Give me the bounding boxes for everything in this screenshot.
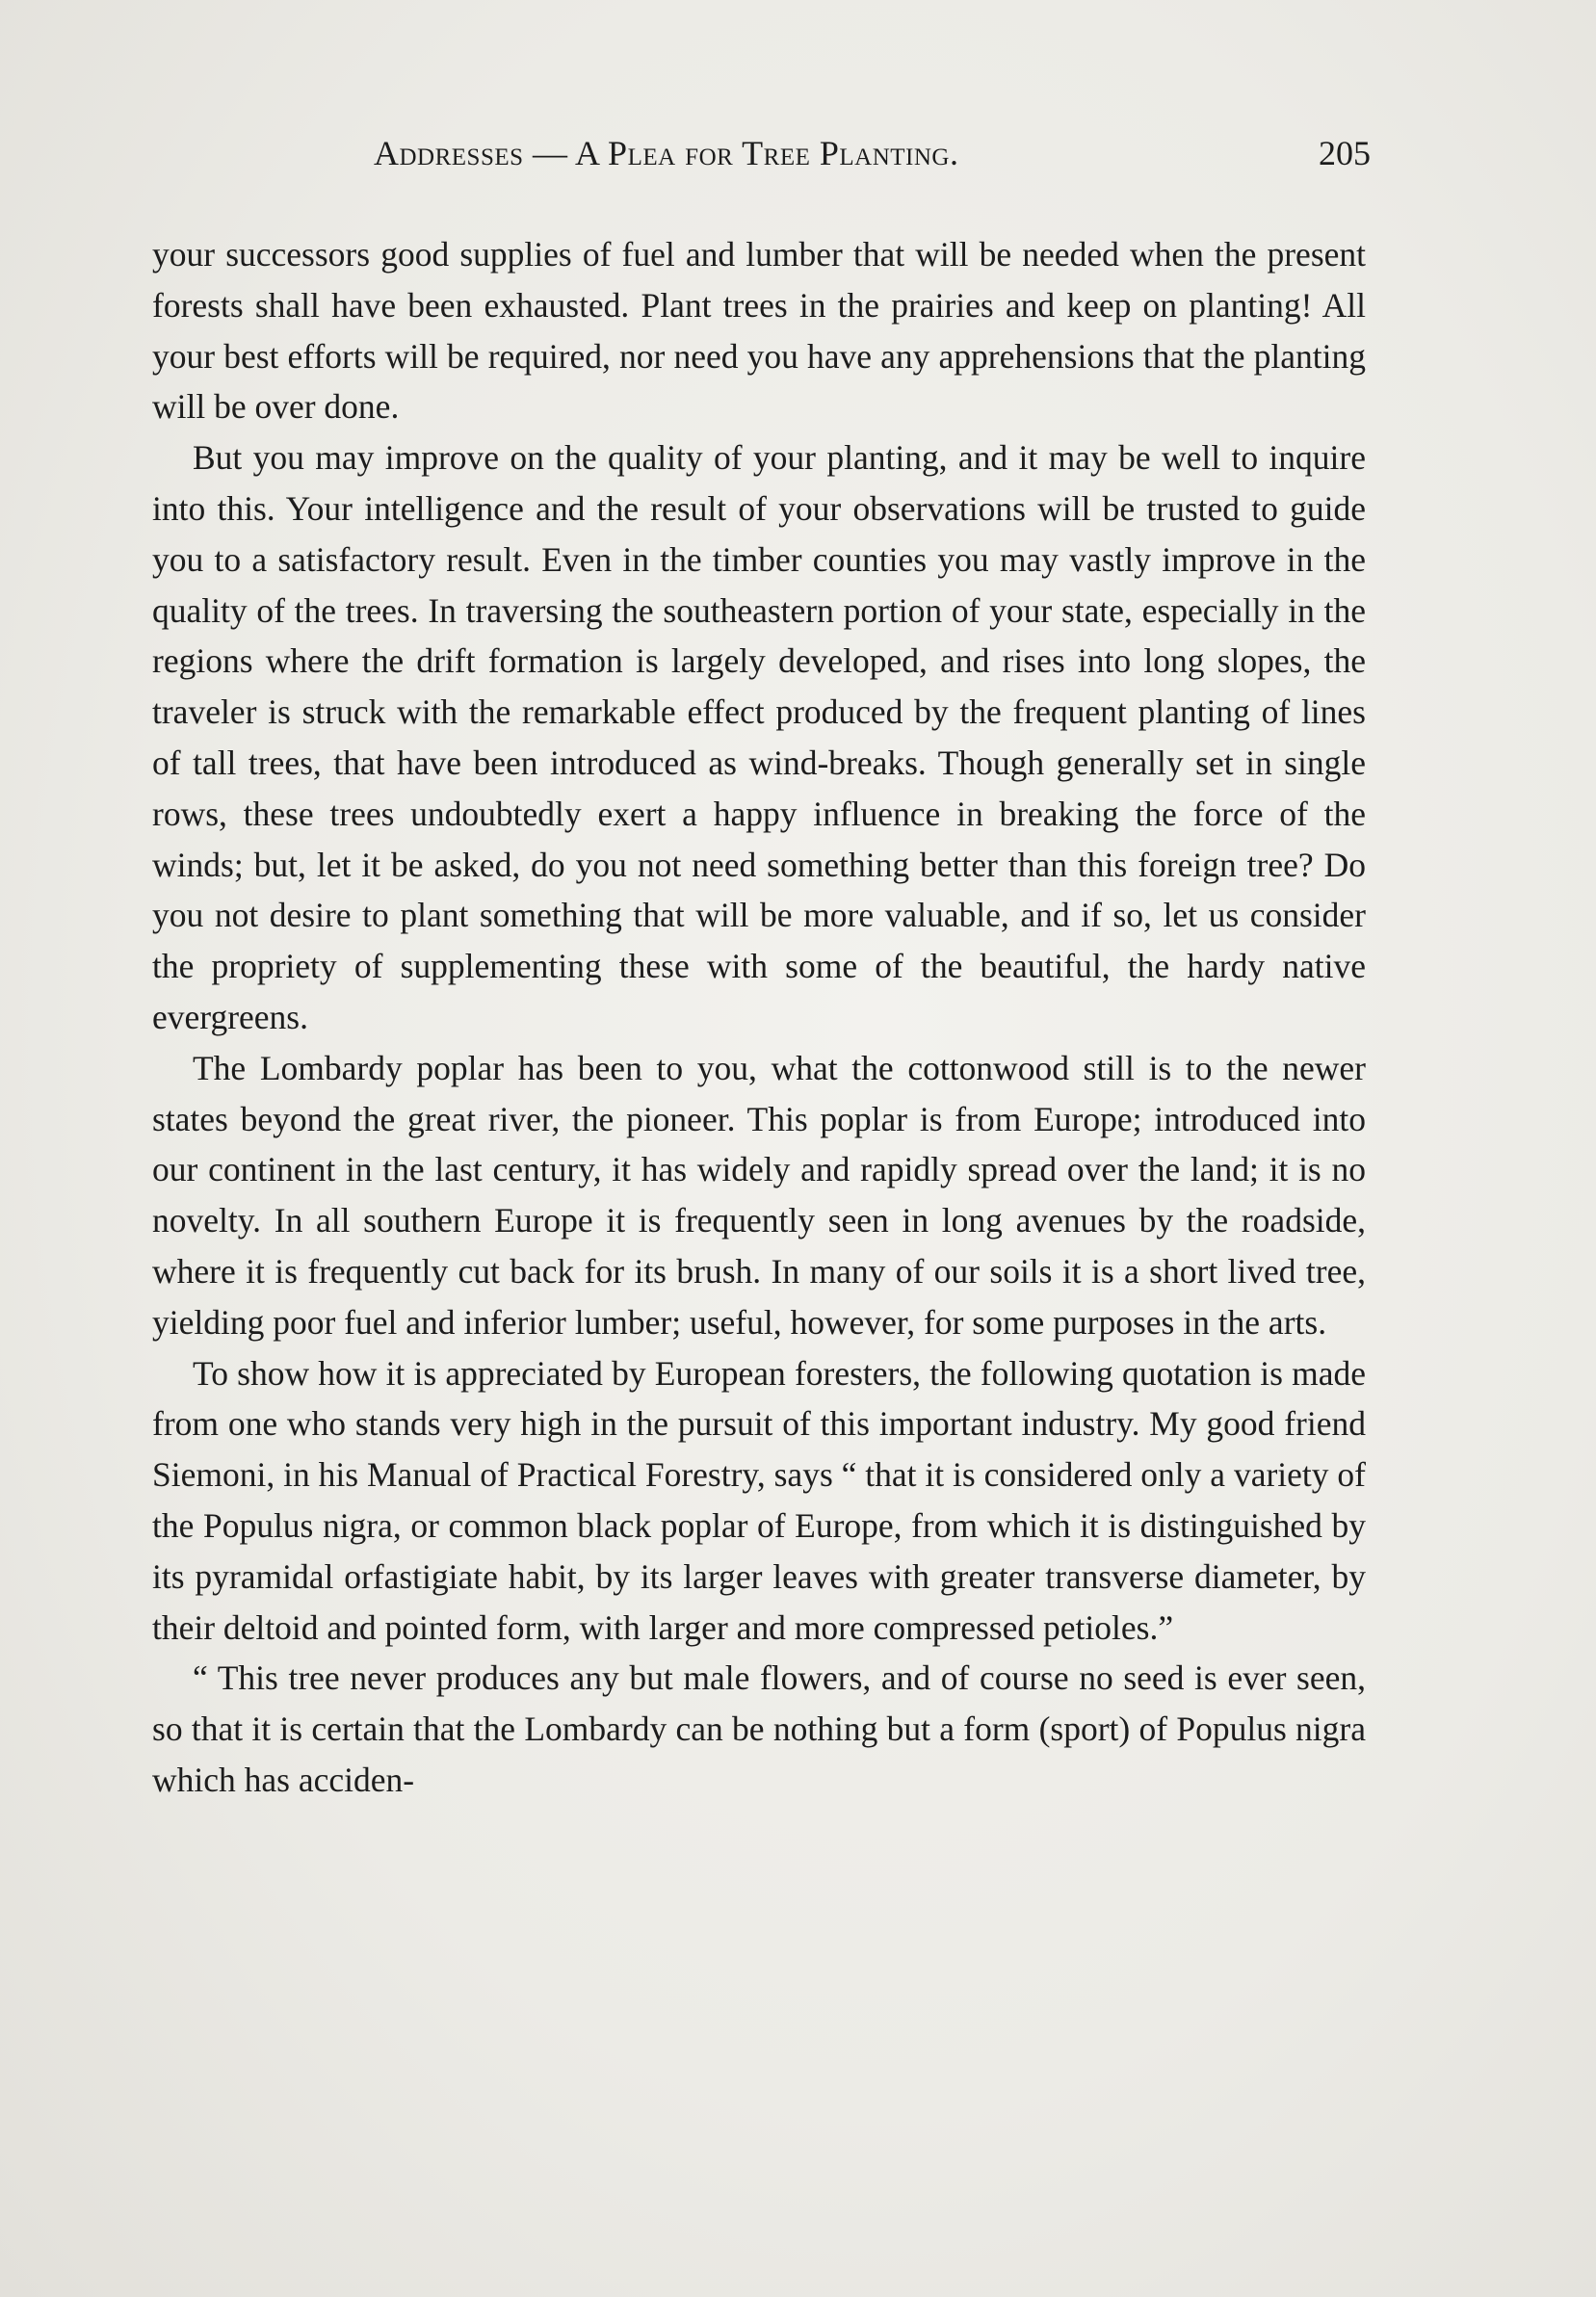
page-header — [374, 133, 1371, 181]
page-number: 205 — [1319, 134, 1371, 172]
body-text — [152, 229, 1366, 1806]
paragraph-3: The Lombardy poplar has been to you, what the cottonwood still is to the newer states beyond the great river, the pioneer. This poplar is from Europe; introduced into our continent in the last century, it has widely and rapidly spread over the land; it is no novelty. In all southern Europe it is frequently seen in long avenues by the roadside, where it is frequently cut back for its brush. In many of our soils it is a short lived tree, yielding poor fuel and inferior lumber; useful, however, for some purposes in the arts. — [152, 1048, 1366, 1342]
paragraph-1: your successors good supplies of fuel and lumber that will be needed when the present forests shall have been exhausted. Plant trees in the prairies and keep on planting! All your best efforts will be required, nor need you have any apprehensions that the planting will be over done. — [152, 235, 1366, 427]
paragraph-2: But you may improve on the quality of your planting, and it may be well to inquire into this. Your intelligence and the result of your observations will be trusted to guide you to a satisfactory result. Even in the timber counties you may vastly improve in the quality of the trees. In traversing the southeastern portion of your state, especially in the regions where the drift formation is largely developed, and rises into long slopes, the traveler is struck with the remarkable effect produced by the frequent planting of lines of tall trees, that have been introduced as wind-breaks. Though generally set in single rows, these trees undoubtedly exert a happy influence in breaking the force of the winds; but, let it be asked, do you not need something better than this foreign tree? Do you not desire to plant something that will be more valuable, and if so, let us consider the propriety of supplementing these with some of the beautiful, the hardy native evergreens. — [152, 438, 1366, 1036]
paragraph-4: To show how it is appreciated by European foresters, the following quotation is made from one who stands very high in the pursuit of this important industry. My good friend Siemoni, in his Manual of Practical Forestry, says “ that it is considered only a variety of the Populus nigra, or common black poplar of Europe, from which it is distinguished by its pyramidal orfastigiate habit, by its larger leaves with greater transverse diameter, by their deltoid and pointed form, with larger and more compressed petioles.” — [152, 1353, 1366, 1647]
running-head: Addresses — A Plea for Tree Planting. — [374, 134, 959, 172]
paragraph-5: “ This tree never produces any but male flowers, and of course no seed is ever seen, so that it is certain that the Lombardy can be nothing but a form (sport) of Populus nigra which has acciden- — [152, 1658, 1366, 1799]
